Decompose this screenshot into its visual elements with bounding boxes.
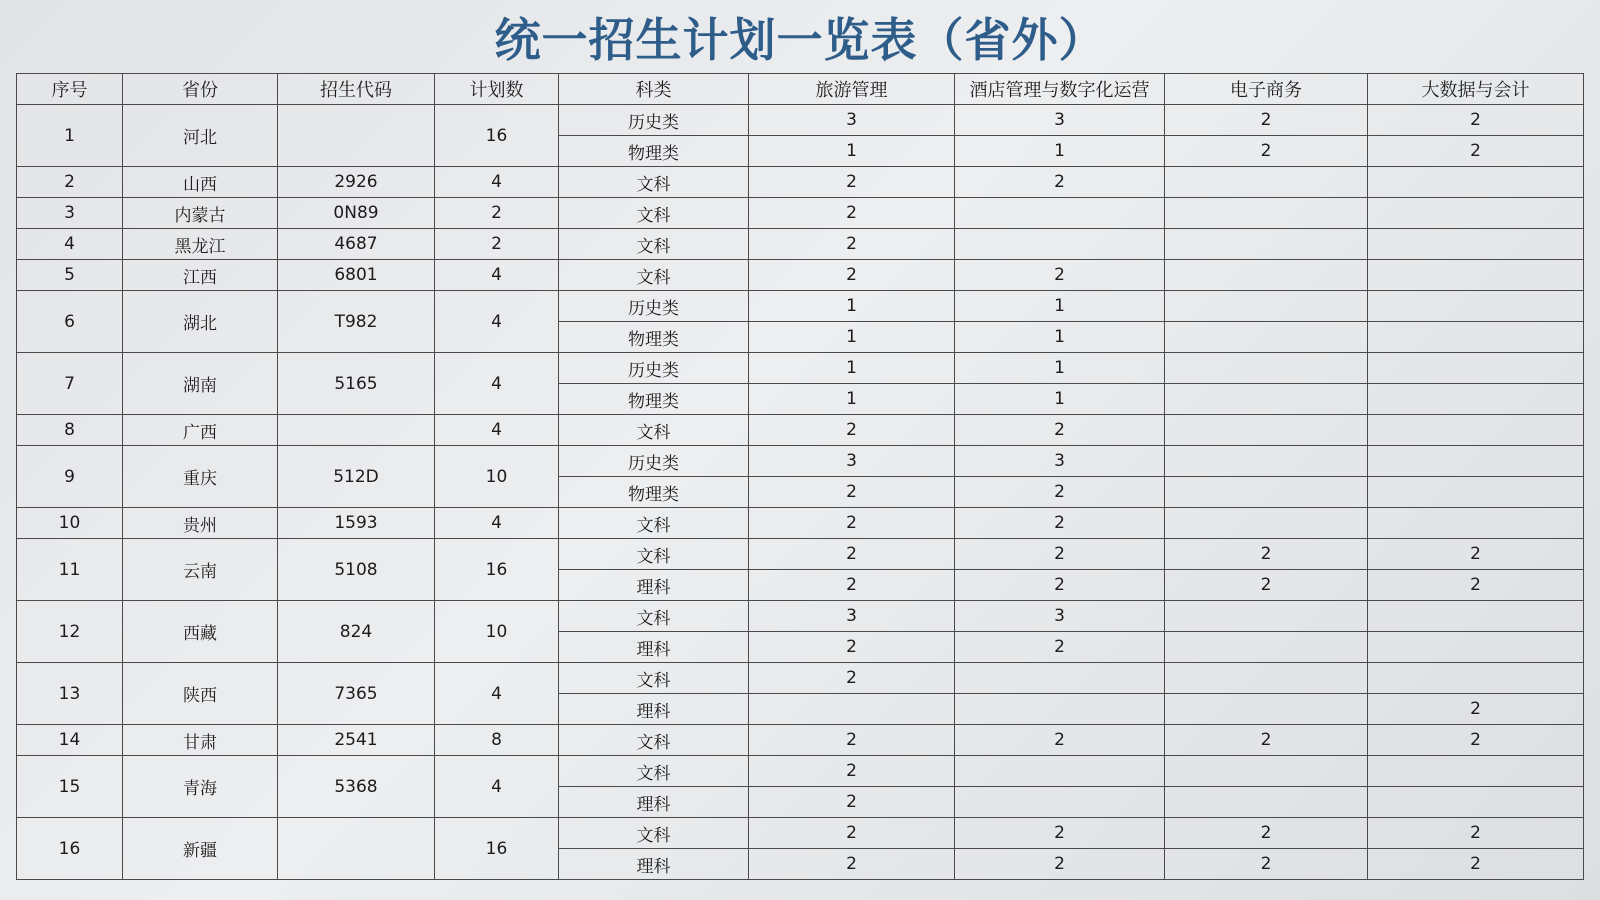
page-title: 统一招生计划一览表（省外） [494, 13, 1106, 67]
cell-code: 0N89 [278, 198, 435, 229]
cell-province: 贵州 [123, 508, 278, 539]
cell-hotel [955, 663, 1165, 694]
cell-bigdata [1368, 663, 1584, 694]
cell-plan: 10 [435, 446, 559, 508]
cell-bigdata [1368, 291, 1584, 322]
cell-hotel: 3 [955, 446, 1165, 477]
cell-plan: 4 [435, 291, 559, 353]
cell-bigdata: 2 [1368, 539, 1584, 570]
cell-ecommerce: 2 [1165, 539, 1368, 570]
cell-bigdata: 2 [1368, 105, 1584, 136]
cell-hotel: 1 [955, 353, 1165, 384]
cell-tourism: 2 [749, 725, 955, 756]
cell-no: 12 [17, 601, 123, 663]
cell-province: 黑龙江 [123, 229, 278, 260]
cell-tourism: 1 [749, 291, 955, 322]
table-body [17, 105, 1584, 880]
cell-hotel [955, 694, 1165, 725]
cell-province: 内蒙古 [123, 198, 278, 229]
cell-code [278, 415, 435, 446]
table-row [17, 508, 1584, 539]
table-row [17, 601, 1584, 632]
cell-bigdata [1368, 415, 1584, 446]
cell-hotel [955, 229, 1165, 260]
table-row [17, 291, 1584, 322]
cell-subject-type: 文科 [559, 260, 749, 291]
cell-ecommerce [1165, 322, 1368, 353]
cell-hotel: 2 [955, 570, 1165, 601]
cell-bigdata: 2 [1368, 818, 1584, 849]
cell-province: 湖南 [123, 353, 278, 415]
cell-hotel [955, 787, 1165, 818]
cell-hotel: 2 [955, 415, 1165, 446]
cell-bigdata [1368, 384, 1584, 415]
cell-ecommerce: 2 [1165, 570, 1368, 601]
cell-code: 7365 [278, 663, 435, 725]
cell-tourism: 3 [749, 601, 955, 632]
cell-plan: 4 [435, 756, 559, 818]
cell-province: 新疆 [123, 818, 278, 880]
cell-subject-type: 理科 [559, 632, 749, 663]
column-header-no: 序号 [17, 74, 123, 105]
column-header-subject-type: 科类 [559, 74, 749, 105]
cell-subject-type: 理科 [559, 787, 749, 818]
cell-bigdata [1368, 601, 1584, 632]
cell-bigdata [1368, 322, 1584, 353]
table-header-row [17, 74, 1584, 105]
cell-hotel: 2 [955, 477, 1165, 508]
cell-plan: 4 [435, 353, 559, 415]
cell-tourism: 2 [749, 229, 955, 260]
cell-no: 5 [17, 260, 123, 291]
cell-bigdata [1368, 260, 1584, 291]
cell-no: 11 [17, 539, 123, 601]
cell-plan: 16 [435, 539, 559, 601]
table-row [17, 756, 1584, 787]
table-row [17, 105, 1584, 136]
cell-ecommerce [1165, 415, 1368, 446]
cell-plan: 4 [435, 663, 559, 725]
cell-bigdata: 2 [1368, 136, 1584, 167]
cell-hotel: 3 [955, 105, 1165, 136]
cell-ecommerce [1165, 260, 1368, 291]
cell-tourism: 1 [749, 353, 955, 384]
cell-code [278, 105, 435, 167]
cell-province: 河北 [123, 105, 278, 167]
table-row [17, 663, 1584, 694]
cell-province: 陕西 [123, 663, 278, 725]
table-row [17, 229, 1584, 260]
cell-bigdata: 2 [1368, 849, 1584, 880]
cell-bigdata [1368, 508, 1584, 539]
cell-province: 山西 [123, 167, 278, 198]
cell-plan: 16 [435, 818, 559, 880]
cell-bigdata: 2 [1368, 570, 1584, 601]
column-header-ecommerce: 电子商务 [1165, 74, 1368, 105]
cell-ecommerce [1165, 353, 1368, 384]
table-row [17, 539, 1584, 570]
cell-no: 3 [17, 198, 123, 229]
cell-code: T982 [278, 291, 435, 353]
cell-ecommerce [1165, 663, 1368, 694]
cell-hotel: 2 [955, 818, 1165, 849]
cell-tourism: 2 [749, 167, 955, 198]
enrollment-plan-table [16, 73, 1584, 880]
cell-subject-type: 文科 [559, 508, 749, 539]
cell-subject-type: 文科 [559, 229, 749, 260]
cell-subject-type: 历史类 [559, 291, 749, 322]
cell-plan: 2 [435, 229, 559, 260]
cell-tourism: 2 [749, 570, 955, 601]
cell-plan: 16 [435, 105, 559, 167]
cell-code: 6801 [278, 260, 435, 291]
cell-subject-type: 理科 [559, 570, 749, 601]
column-header-hotel: 酒店管理与数字化运营 [955, 74, 1165, 105]
cell-no: 7 [17, 353, 123, 415]
cell-tourism: 2 [749, 508, 955, 539]
cell-code: 1593 [278, 508, 435, 539]
cell-no: 16 [17, 818, 123, 880]
cell-bigdata: 2 [1368, 694, 1584, 725]
cell-ecommerce [1165, 446, 1368, 477]
cell-hotel: 2 [955, 725, 1165, 756]
cell-bigdata [1368, 446, 1584, 477]
cell-bigdata [1368, 787, 1584, 818]
cell-province: 湖北 [123, 291, 278, 353]
cell-subject-type: 文科 [559, 756, 749, 787]
cell-plan: 10 [435, 601, 559, 663]
cell-hotel: 1 [955, 136, 1165, 167]
column-header-bigdata: 大数据与会计 [1368, 74, 1584, 105]
cell-code: 824 [278, 601, 435, 663]
cell-subject-type: 物理类 [559, 136, 749, 167]
cell-plan: 2 [435, 198, 559, 229]
cell-subject-type: 理科 [559, 694, 749, 725]
cell-tourism: 2 [749, 477, 955, 508]
cell-bigdata [1368, 756, 1584, 787]
column-header-tourism: 旅游管理 [749, 74, 955, 105]
cell-plan: 4 [435, 508, 559, 539]
cell-hotel: 1 [955, 291, 1165, 322]
cell-ecommerce [1165, 198, 1368, 229]
cell-no: 13 [17, 663, 123, 725]
cell-subject-type: 物理类 [559, 477, 749, 508]
cell-subject-type: 文科 [559, 539, 749, 570]
cell-tourism: 2 [749, 260, 955, 291]
cell-bigdata [1368, 167, 1584, 198]
cell-tourism: 3 [749, 446, 955, 477]
cell-subject-type: 文科 [559, 415, 749, 446]
cell-hotel: 2 [955, 508, 1165, 539]
cell-tourism: 1 [749, 384, 955, 415]
table-row [17, 167, 1584, 198]
cell-tourism: 2 [749, 415, 955, 446]
cell-province: 青海 [123, 756, 278, 818]
cell-no: 2 [17, 167, 123, 198]
cell-tourism: 2 [749, 818, 955, 849]
cell-plan: 4 [435, 167, 559, 198]
cell-subject-type: 文科 [559, 725, 749, 756]
cell-bigdata [1368, 477, 1584, 508]
cell-code [278, 818, 435, 880]
cell-hotel: 2 [955, 539, 1165, 570]
cell-hotel [955, 756, 1165, 787]
cell-tourism: 2 [749, 663, 955, 694]
cell-tourism: 3 [749, 105, 955, 136]
cell-subject-type: 文科 [559, 663, 749, 694]
cell-code: 2541 [278, 725, 435, 756]
cell-tourism: 2 [749, 198, 955, 229]
cell-ecommerce [1165, 756, 1368, 787]
cell-no: 9 [17, 446, 123, 508]
cell-plan: 4 [435, 415, 559, 446]
cell-no: 8 [17, 415, 123, 446]
cell-no: 15 [17, 756, 123, 818]
cell-subject-type: 理科 [559, 849, 749, 880]
cell-province: 云南 [123, 539, 278, 601]
cell-subject-type: 历史类 [559, 446, 749, 477]
cell-bigdata [1368, 632, 1584, 663]
cell-subject-type: 文科 [559, 167, 749, 198]
cell-tourism: 2 [749, 849, 955, 880]
cell-ecommerce: 2 [1165, 849, 1368, 880]
cell-hotel: 1 [955, 384, 1165, 415]
cell-subject-type: 物理类 [559, 322, 749, 353]
cell-no: 1 [17, 105, 123, 167]
cell-province: 江西 [123, 260, 278, 291]
cell-plan: 4 [435, 260, 559, 291]
cell-subject-type: 文科 [559, 198, 749, 229]
cell-bigdata: 2 [1368, 725, 1584, 756]
cell-ecommerce: 2 [1165, 818, 1368, 849]
cell-bigdata [1368, 198, 1584, 229]
cell-hotel: 2 [955, 849, 1165, 880]
cell-ecommerce: 2 [1165, 105, 1368, 136]
column-header-province: 省份 [123, 74, 278, 105]
cell-ecommerce [1165, 787, 1368, 818]
cell-no: 6 [17, 291, 123, 353]
cell-province: 广西 [123, 415, 278, 446]
cell-tourism: 2 [749, 787, 955, 818]
cell-ecommerce [1165, 291, 1368, 322]
cell-ecommerce [1165, 229, 1368, 260]
column-header-plan: 计划数 [435, 74, 559, 105]
cell-tourism: 2 [749, 539, 955, 570]
cell-tourism [749, 694, 955, 725]
cell-hotel [955, 198, 1165, 229]
cell-hotel: 2 [955, 260, 1165, 291]
cell-hotel: 2 [955, 167, 1165, 198]
cell-subject-type: 历史类 [559, 105, 749, 136]
table-row [17, 725, 1584, 756]
cell-ecommerce [1165, 384, 1368, 415]
cell-code: 5108 [278, 539, 435, 601]
cell-tourism: 2 [749, 756, 955, 787]
cell-hotel: 3 [955, 601, 1165, 632]
cell-tourism: 1 [749, 322, 955, 353]
cell-province: 甘肃 [123, 725, 278, 756]
cell-no: 4 [17, 229, 123, 260]
table-row [17, 415, 1584, 446]
cell-subject-type: 文科 [559, 601, 749, 632]
cell-no: 14 [17, 725, 123, 756]
cell-ecommerce [1165, 694, 1368, 725]
cell-ecommerce [1165, 632, 1368, 663]
table-row [17, 353, 1584, 384]
cell-ecommerce [1165, 167, 1368, 198]
cell-code: 4687 [278, 229, 435, 260]
column-header-code: 招生代码 [278, 74, 435, 105]
table-row [17, 446, 1584, 477]
cell-subject-type: 历史类 [559, 353, 749, 384]
cell-ecommerce [1165, 508, 1368, 539]
cell-hotel: 1 [955, 322, 1165, 353]
cell-code: 512D [278, 446, 435, 508]
cell-ecommerce: 2 [1165, 136, 1368, 167]
cell-code: 5165 [278, 353, 435, 415]
cell-plan: 8 [435, 725, 559, 756]
cell-ecommerce [1165, 601, 1368, 632]
cell-ecommerce: 2 [1165, 725, 1368, 756]
cell-subject-type: 文科 [559, 818, 749, 849]
cell-bigdata [1368, 229, 1584, 260]
cell-no: 10 [17, 508, 123, 539]
table-row [17, 818, 1584, 849]
cell-tourism: 2 [749, 632, 955, 663]
table-row [17, 260, 1584, 291]
cell-subject-type: 物理类 [559, 384, 749, 415]
cell-bigdata [1368, 353, 1584, 384]
cell-code: 5368 [278, 756, 435, 818]
cell-hotel: 2 [955, 632, 1165, 663]
table-row [17, 198, 1584, 229]
cell-ecommerce [1165, 477, 1368, 508]
cell-province: 西藏 [123, 601, 278, 663]
cell-province: 重庆 [123, 446, 278, 508]
cell-code: 2926 [278, 167, 435, 198]
cell-tourism: 1 [749, 136, 955, 167]
